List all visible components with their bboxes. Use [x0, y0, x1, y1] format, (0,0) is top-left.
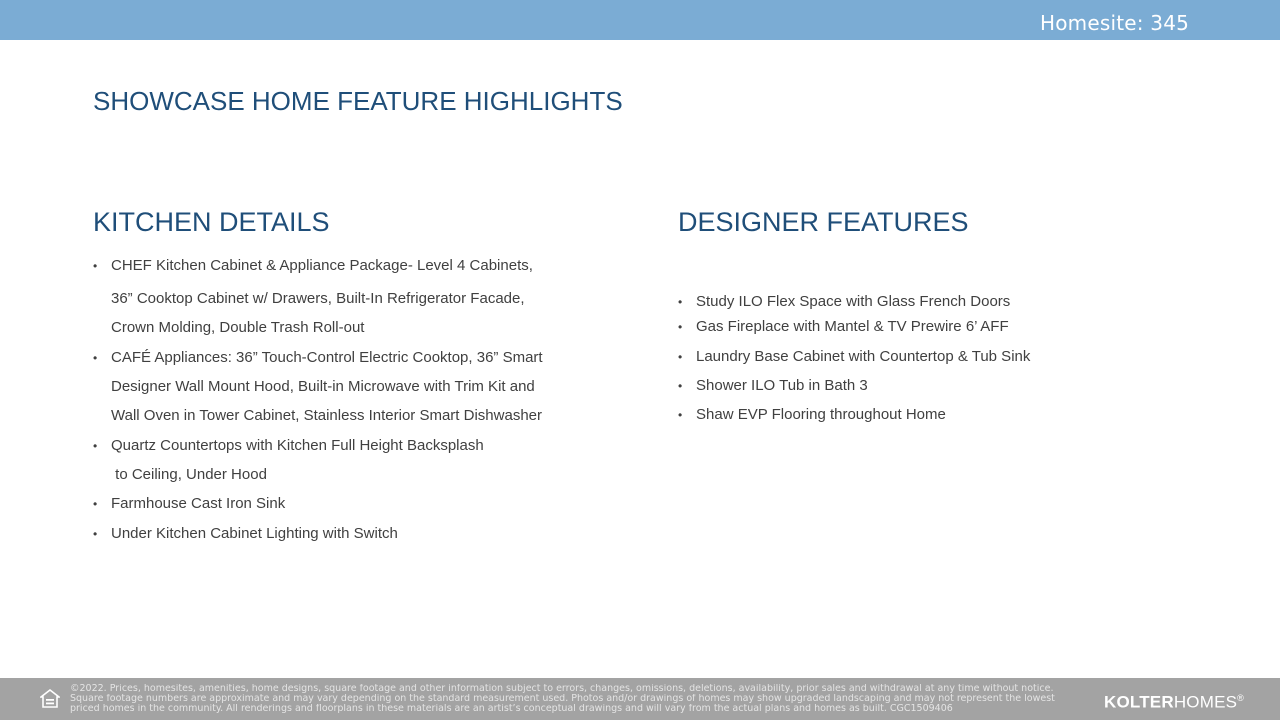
designer-list-item: • Study ILO Flex Space with Glass French Doors	[678, 293, 1011, 310]
designer-list-item: • Laundry Base Cabinet with Countertop & Tub Sink	[678, 348, 1031, 365]
footer-bar	[0, 678, 1280, 720]
kitchen-details-heading: KITCHEN DETAILS	[93, 207, 330, 237]
legal-disclaimer: ©2022. Prices, homesites, amenities, home designs, square footage and other information subject to errors, changes, omissions, deletions, availability, prior sales and withdrawal at any time without notice. Square footage numbers are approximate and may vary depending on the standard measurement used. Photos and/or drawings of homes may show upgraded landscaping and may not represent the lowest priced homes in the community. All renderings and floorplans in these materials are an artist’s conceptual drawings and will vary from the actual plans and homes as built. CGC1509406	[70, 684, 1055, 714]
kitchen-list-item-continued: to Ceiling, Under Hood	[111, 466, 267, 483]
bullet-icon: •	[678, 379, 683, 393]
bullet-icon: •	[93, 439, 98, 453]
bullet-icon: •	[93, 497, 98, 511]
designer-list-item: • Gas Fireplace with Mantel & TV Prewire 6’ AFF	[678, 318, 1009, 335]
designer-list-item: • Shower ILO Tub in Bath 3	[678, 377, 868, 394]
bullet-icon: •	[678, 320, 683, 334]
bullet-icon: •	[678, 408, 683, 422]
designer-features-heading: DESIGNER FEATURES	[678, 207, 969, 237]
kitchen-list-item: • Farmhouse Cast Iron Sink	[93, 495, 286, 512]
bullet-icon: •	[93, 527, 98, 541]
bullet-icon: •	[93, 259, 98, 273]
bullet-icon: •	[678, 350, 683, 364]
kitchen-list-item-continued: Wall Oven in Tower Cabinet, Stainless Interior Smart Dishwasher	[111, 407, 543, 424]
equal-housing-icon	[40, 689, 60, 709]
kitchen-list-item-continued: Crown Molding, Double Trash Roll-out	[111, 319, 365, 336]
kitchen-list-item-continued: Designer Wall Mount Hood, Built-in Microwave with Trim Kit and	[111, 378, 535, 395]
kitchen-list-item: • CHEF Kitchen Cabinet & Appliance Package- Level 4 Cabinets,	[93, 257, 533, 274]
kolter-homes-logo: KOLTERHOMES®	[1104, 692, 1245, 712]
designer-list-item: • Shaw EVP Flooring throughout Home	[678, 406, 946, 423]
homesite-label: Homesite: 345	[1040, 11, 1190, 35]
kitchen-list-item-continued: 36” Cooktop Cabinet w/ Drawers, Built-In Refrigerator Facade,	[111, 290, 525, 307]
header-bar	[0, 0, 1280, 40]
bullet-icon: •	[678, 295, 683, 309]
kitchen-list-item: • Quartz Countertops with Kitchen Full Height Backsplash	[93, 437, 484, 454]
kitchen-list-item: • CAFÉ Appliances: 36” Touch-Control Electric Cooktop, 36” Smart	[93, 349, 543, 366]
kitchen-list-item: • Under Kitchen Cabinet Lighting with Switch	[93, 525, 398, 542]
bullet-icon: •	[93, 351, 98, 365]
page-title: SHOWCASE HOME FEATURE HIGHLIGHTS	[93, 86, 623, 116]
